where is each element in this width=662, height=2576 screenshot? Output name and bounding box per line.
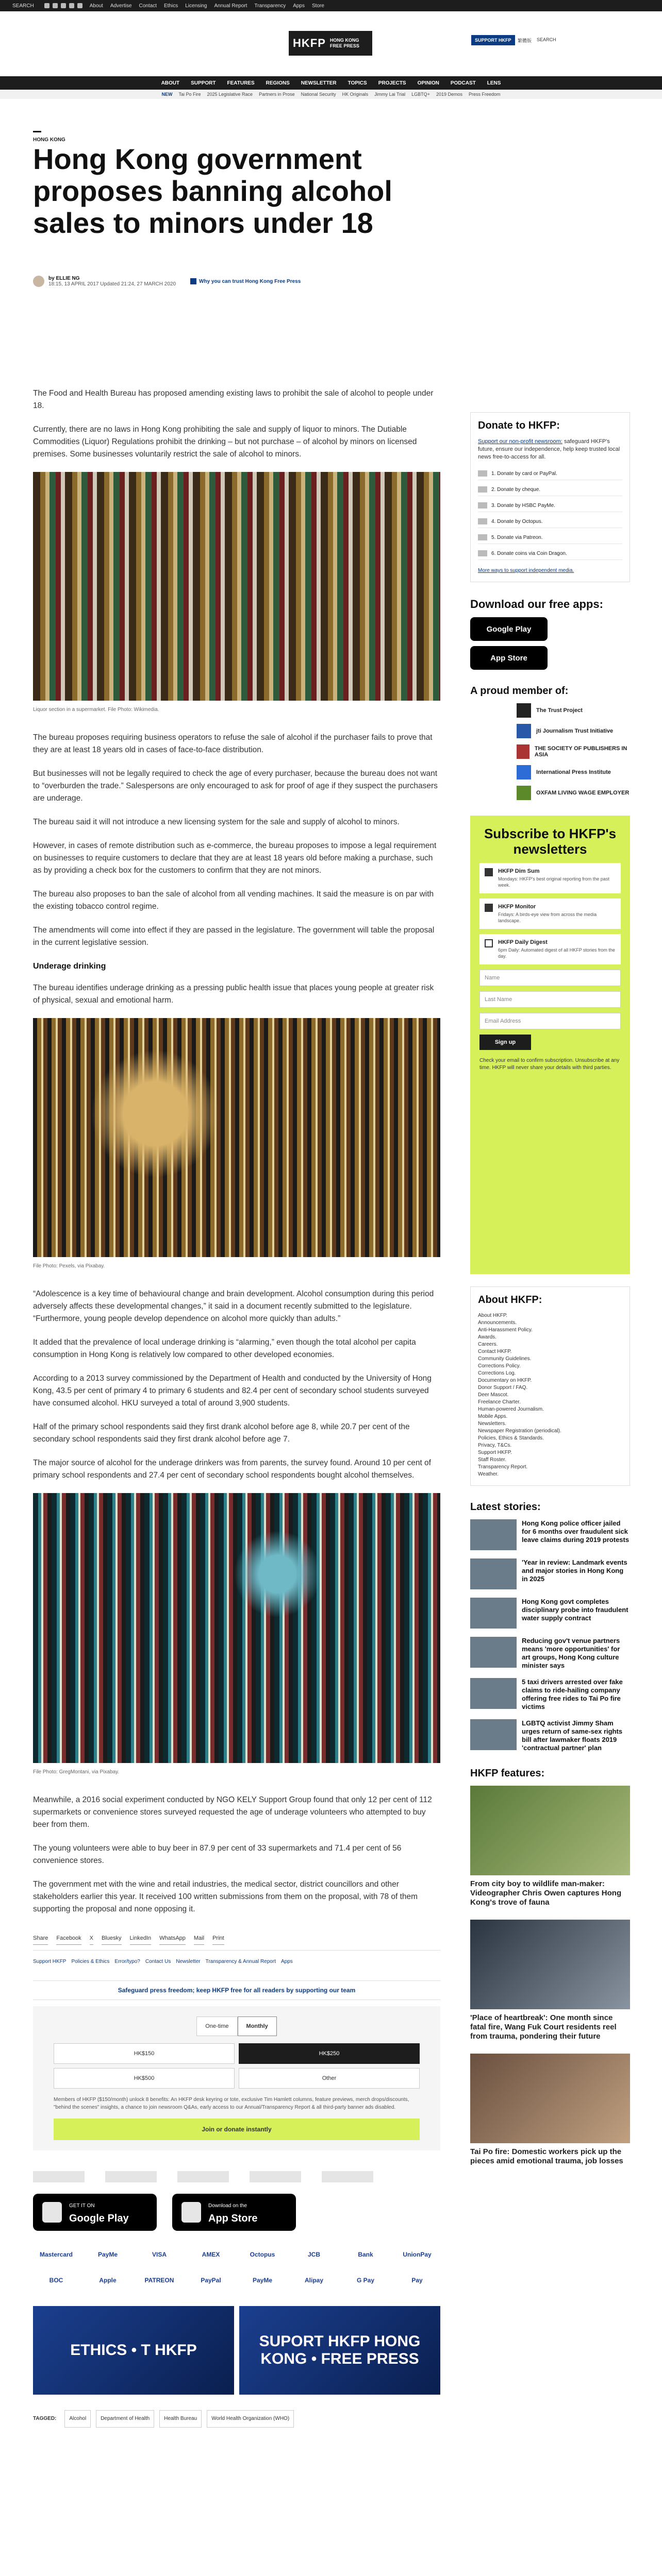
about-link[interactable]: Mobile Apps. [478, 1414, 508, 1419]
tags-label: TAGGED: [33, 2416, 57, 2421]
feature-image [470, 2054, 630, 2143]
share-mail[interactable]: Mail [194, 1932, 204, 1945]
about-link[interactable]: Announcements. [478, 1320, 517, 1326]
app-store-button[interactable] [172, 2194, 296, 2231]
support-promo[interactable]: SUPORT HKFP HONG KONG • FREE PRESS [239, 2306, 440, 2395]
signup-button[interactable]: Sign up [479, 1035, 531, 1050]
about-link[interactable]: Newsletters. [478, 1421, 507, 1427]
story-title: LGBTQ activist Jimmy Sham urges return of same-sex rights bill after lawmaker floats 2019 'contractual partner' plan [522, 1719, 623, 1752]
nav-features[interactable]: FEATURES [227, 80, 255, 86]
donate-method[interactable] [478, 483, 622, 496]
story-thumbnail [470, 1678, 517, 1709]
feature-item[interactable] [470, 1920, 630, 2041]
patreon-icon [478, 534, 487, 540]
footer-link[interactable]: Newsletter [176, 1959, 201, 1964]
about-link[interactable]: Careers. [478, 1342, 498, 1347]
apps-section [470, 598, 630, 670]
trending-item[interactable]: Partners in Prose [259, 92, 295, 97]
byline [33, 272, 466, 291]
supermarket-liquor-photo [33, 472, 440, 701]
story-item[interactable] [470, 1719, 630, 1752]
share-whatsapp[interactable]: WhatsApp [159, 1932, 186, 1945]
trust-project-logo[interactable] [33, 2171, 85, 2182]
feature-title: 'Place of heartbreak': One month since fatal fire, Wang Fuk Court residents reel from trauma, pondering their future [470, 2013, 617, 2041]
about-links [478, 1312, 622, 1478]
story-title: 5 taxi drivers arrested over fake claims to ride-hailing company offering free rides to Tai Po fire victims [522, 1678, 623, 1710]
footer-link[interactable]: Contact Us [145, 1959, 171, 1964]
donate-method[interactable] [478, 547, 622, 560]
paragraph: The bureau also proposes to ban the sale of alcohol from all vending machines. It said the measure is on par with the existing tobacco control regime. [33, 890, 434, 911]
topbar-advertise[interactable]: Advertise [110, 3, 132, 9]
main-nav [0, 76, 662, 90]
oxfam-logo[interactable] [322, 2171, 373, 2182]
feature-title: Tai Po fire: Domestic workers pick up the pieces amid emotional trauma, job losses [470, 2147, 623, 2165]
about-link[interactable]: Transparency Report. [478, 1464, 528, 1470]
story-thumbnail [470, 1598, 517, 1629]
share-label: Share [33, 1932, 48, 1945]
method-label: 6. Donate coins via Coin Dragon. [491, 550, 567, 556]
about-link[interactable]: Corrections Log. [478, 1370, 516, 1376]
payment-logo: Mastercard [39, 2251, 73, 2258]
amount-option[interactable]: HK$500 [54, 2068, 235, 2089]
about-link[interactable]: Weather. [478, 1471, 499, 1477]
app-store-row [33, 2194, 440, 2231]
story-title: Reducing gov't venue partners means 'more opportunities' for art groups, Hong Kong culture minister says [522, 1637, 620, 1669]
footer-link[interactable]: Policies & Ethics [71, 1959, 110, 1964]
author-name[interactable]: by ELLIE NG [48, 276, 80, 281]
member-org[interactable] [517, 703, 630, 718]
footer-link[interactable]: Support HKFP [33, 1959, 67, 1964]
nav-opinion[interactable]: OPINION [417, 80, 439, 86]
ipi-logo[interactable] [250, 2171, 301, 2182]
sopa-icon [517, 744, 529, 759]
member-org[interactable] [517, 744, 630, 759]
paragraph: According to a 2013 survey commissioned by the Department of Health and conducted by the University of Hong Kong, 43.5 per cent of primary 4 to primary 6 students and 82.4 per cent of secondary school students surveyed have consumed alcohol. HKU surveyed a total of around 3,900 students. [33, 1374, 432, 1408]
checkbox-checked[interactable] [485, 904, 493, 912]
donate-method[interactable] [478, 515, 622, 528]
amount-option[interactable]: HK$150 [54, 2043, 235, 2064]
share-x[interactable]: X [90, 1932, 93, 1945]
about-link[interactable]: Awards. [478, 1334, 496, 1340]
story-item[interactable] [470, 1678, 630, 1711]
paragraph: The Food and Health Bureau has proposed amending existing laws to prohibit the sale of alcohol to people under 18. [33, 389, 434, 410]
trending-item[interactable]: 2025 Legislative Race [207, 92, 253, 97]
nav-podcast[interactable]: PODCAST [450, 80, 476, 86]
promo-banners [33, 2306, 440, 2395]
story-item[interactable] [470, 1598, 630, 1629]
why-trust-link[interactable] [190, 278, 301, 284]
method-label: 2. Donate by cheque. [491, 486, 541, 493]
search-button[interactable]: SEARCH [537, 37, 556, 42]
membership-note: Members of HKFP ($150/month) unlock 8 benefits: An HKFP desk keyring or tote, exclusive Tim Hamlett columns, feature previews, merch drops/discounts, "behind the scenes" insights, a chance to join newsroom Q&As, early access to our Annual/Transparency Report & all third-party banner ads disabled. [54, 2097, 409, 2110]
trending-item[interactable]: Tai Po Fire [178, 92, 201, 97]
tab-monthly[interactable]: Monthly [238, 2016, 277, 2036]
section-subheading: Underage drinking [33, 962, 106, 971]
donate-method[interactable] [478, 467, 622, 480]
org-name: THE SOCIETY OF PUBLISHERS IN ASIA [534, 745, 627, 758]
org-name: jti Journalism Trust Initiative [536, 728, 614, 734]
last-name-field[interactable]: Last Name [479, 991, 621, 1008]
story-item[interactable] [470, 1637, 630, 1670]
apps-title: Download our free apps: [470, 598, 603, 611]
payment-logo: JCB [307, 2251, 320, 2258]
nav-topics[interactable]: TOPICS [347, 80, 367, 86]
instagram-icon[interactable] [61, 3, 66, 8]
payment-logo: AMEX [202, 2251, 220, 2258]
trending-bar [0, 90, 662, 99]
lang-switch[interactable]: 繁體版 [518, 38, 532, 43]
about-link[interactable]: Policies, Ethics & Standards. [478, 1435, 544, 1441]
paragraph: The young volunteers were able to buy beer in 87.9 per cent of 33 supermarkets and 71.4 per cent of 56 convenience stores. [33, 1844, 402, 1865]
payment-logo: PATREON [144, 2277, 174, 2284]
features-title: HKFP features: [470, 1768, 545, 1779]
bar-shelves-photo [33, 1018, 440, 1257]
topbar-apps[interactable]: Apps [293, 3, 305, 9]
newsletter-title: Subscribe to HKFP's newsletters [484, 826, 617, 857]
about-link[interactable]: Newspaper Registration (periodical). [478, 1428, 561, 1434]
store-big: Google Play [69, 2213, 129, 2224]
paragraph: The bureau said it will not introduce a new licensing system for the sale and supply of alcohol to minors. [33, 818, 400, 826]
paragraph: The bureau identifies underage drinking as a pressing public health issue that places young people at greater risk of physical, sexual and emotional harm. [33, 984, 434, 1005]
nav-support[interactable]: SUPPORT [191, 80, 216, 86]
latest-stories [470, 1501, 630, 1752]
publish-dates: 18:15, 13 APRIL 2017 Updated 21:24, 27 MARCH 2020 [48, 281, 176, 287]
member-org[interactable] [517, 724, 630, 738]
footer-link[interactable]: Transparency & Annual Report [205, 1959, 276, 1964]
member-section [470, 685, 630, 800]
about-section [470, 1286, 630, 1486]
checkbox-checked[interactable] [485, 868, 493, 876]
about-title: About HKFP: [478, 1294, 542, 1306]
payment-logo: Apple [99, 2277, 117, 2284]
payment-logo: Pay [411, 2277, 423, 2284]
paragraph: It added that the prevalence of local underage drinking is “alarming,” even though the total alcohol per capita consumption in Hong Kong is relatively low compared to other developed economies. [33, 1338, 416, 1359]
why-trust-text: Why you can trust Hong Kong Free Press [199, 278, 301, 284]
footer-link[interactable]: Apps [280, 1959, 293, 1964]
newsletter-desc: 6pm Daily: Automated digest of all HKFP stories from the day. [498, 947, 615, 959]
sidebar [470, 412, 630, 2178]
about-link[interactable]: Contact HKFP. [478, 1349, 512, 1354]
paragraph: Currently, there are no laws in Hong Kong prohibiting the sale and supply of liquor to minors. The Dutiable Commodities (Liquor) Regulations prohibit the drinking – but not purchase – of alcohol by minors on licensed premises. Some businesses voluntarily restrict the sale of alcohol to minors. [33, 425, 417, 459]
tag-list [33, 2410, 440, 2428]
story-thumbnail [470, 1519, 517, 1550]
payme-icon [478, 502, 487, 509]
trending-item[interactable]: HK Originals [342, 92, 369, 97]
checkbox[interactable] [485, 939, 493, 947]
share-print[interactable]: Print [212, 1932, 224, 1945]
about-link[interactable]: Corrections Policy. [478, 1363, 521, 1369]
nav-newsletter[interactable]: NEWSLETTER [301, 80, 337, 86]
feature-title: From city boy to wildlife man-maker: Videographer Chris Owen captures Hong Kong's trove of fauna [470, 1879, 622, 1907]
member-logos-row [33, 2171, 440, 2182]
feature-image [470, 1920, 630, 2009]
topbar-contact[interactable]: Contact [139, 3, 157, 9]
photo-caption: File Photo: Pexels, via Pixabay. [33, 1263, 105, 1269]
story-item[interactable] [470, 1558, 630, 1589]
payment-logo: Octopus [250, 2251, 275, 2258]
google-play-icon [42, 2202, 62, 2223]
about-link[interactable]: Deer Mascot. [478, 1392, 509, 1398]
topbar-about[interactable]: About [89, 3, 103, 9]
google-play-button[interactable] [33, 2194, 157, 2231]
figure [33, 472, 440, 716]
trust-project-icon [517, 703, 531, 718]
store-big: App Store [208, 2213, 258, 2224]
join-donate-button[interactable]: Join or donate instantly [54, 2119, 420, 2140]
paragraph: However, in cases of remote distribution such as e-commerce, the bureau proposes to impose a legal requirement on businesses to require customers to declare that they are at least 18 years old before making a purchase, such as by providing a check box for the customers to confirm that they are not minors. [33, 841, 437, 875]
topbar-store[interactable]: Store [312, 3, 324, 9]
sopa-logo[interactable] [177, 2171, 229, 2182]
mail-icon[interactable] [77, 3, 82, 8]
photo-caption: File Photo: GregMontani, via Pixabay. [33, 1769, 120, 1775]
donate-sidebar [470, 412, 630, 582]
trending-item[interactable]: Press Freedom [468, 92, 501, 97]
about-link[interactable]: Staff Roster. [478, 1457, 506, 1463]
more-ways-link[interactable]: More ways to support independent media. [478, 568, 574, 573]
nav-about[interactable]: ABOUT [161, 80, 180, 86]
org-name: International Press Institute [536, 769, 611, 775]
amount-option[interactable]: Other [239, 2068, 420, 2089]
topbar-licensing[interactable]: Licensing [185, 3, 207, 9]
org-name: The Trust Project [536, 707, 583, 714]
paragraph: The major source of alcohol for the underage drinkers was from parents, the survey found. Around 10 per cent of primary school respondents and 27.4 per cent of secondary school respondents bought alcohol themselves. [33, 1459, 431, 1480]
payment-logo: Alipay [304, 2277, 323, 2284]
payment-logo: PayPal [201, 2277, 221, 2284]
support-hkfp-button[interactable]: SUPPORT HKFP [471, 35, 515, 45]
payment-logo: Bank [358, 2251, 373, 2258]
hkfp-logo[interactable] [289, 31, 372, 56]
cheque-icon [478, 486, 487, 493]
donate-banner[interactable]: Safeguard press freedom; keep HKFP free for all readers by supporting our team [33, 1980, 440, 2000]
story-item[interactable] [470, 1519, 630, 1550]
feature-item[interactable] [470, 1786, 630, 1907]
store-small: GET IT ON [69, 2203, 95, 2209]
youtube-icon[interactable] [69, 3, 74, 8]
story-thumbnail [470, 1719, 517, 1750]
trending-item[interactable]: LGBTQ+ [411, 92, 430, 97]
logo-text: HONG KONG FREE PRESS [329, 38, 359, 48]
author-avatar [33, 276, 44, 287]
figure [33, 1018, 440, 1273]
paragraph: Meanwhile, a 2016 social experiment conducted by NGO KELY Support Group found that only 12 per cent of 112 supermarkets or convenience stores surveyed requested the age of underage volunteers who attempted to buy beer from them. [33, 1795, 432, 1829]
paragraph: “Adolescence is a key time of behavioural change and brain development. Alcohol consumption during this period adversely affects these developmental changes,” it said in a document recently submitted to the legislature. “Furthermore, young people develop dependence on alcohol more quickly than adults.” [33, 1290, 434, 1323]
share-bluesky[interactable]: Bluesky [102, 1932, 122, 1945]
nav-projects[interactable]: PROJECTS [378, 80, 406, 86]
tag[interactable]: Department of Health [96, 2410, 154, 2428]
newsletter-option[interactable] [479, 899, 621, 929]
features-section [470, 1768, 630, 2166]
article-body [33, 387, 440, 2428]
amount-option-selected[interactable]: HK$250 [239, 2043, 420, 2064]
ethics-promo[interactable]: ETHICS • T HKFP [33, 2306, 234, 2395]
figure [33, 1493, 440, 1778]
feature-item[interactable] [470, 2054, 630, 2166]
facebook-icon[interactable] [44, 3, 49, 8]
newsletter-desc: Mondays: HKFP's best original reporting from the past week. [498, 876, 609, 888]
method-label: 1. Donate by card or PayPal. [491, 470, 557, 477]
paragraph: The amendments will come into effect if they are passed in the legislature. The government will table the proposal in the current legislative session. [33, 926, 435, 947]
article-footer-links [33, 1956, 440, 1968]
coin-icon [478, 550, 487, 556]
article-headline: Hong Kong government proposes banning alcohol sales to minors under 18 [33, 143, 392, 239]
octopus-icon [478, 518, 487, 524]
oxfam-icon [517, 786, 531, 800]
member-title: A proud member of: [470, 685, 569, 697]
tag[interactable]: World Health Organization (WHO) [207, 2410, 294, 2428]
payment-methods [33, 2244, 440, 2291]
donate-method[interactable] [478, 531, 622, 544]
paragraph: The bureau proposes requiring business operators to refuse the sale of alcohol if the purchaser fails to prove that they are at least 18 years old in cases of face-to-face distribution. [33, 733, 433, 754]
newsletter-name: HKFP Monitor [498, 904, 536, 910]
google-play-badge[interactable]: Google Play [470, 617, 548, 641]
about-link[interactable]: About HKFP. [478, 1313, 508, 1318]
app-store-badge[interactable]: App Store [470, 646, 548, 670]
newsletter-name: HKFP Dim Sum [498, 868, 540, 874]
paragraph: But businesses will not be legally required to check the age of every purchaser, because the bureau does not want to “overburden the trade.” Salespersons are only encouraged to ask for proof of age if they suspect the purchasers are underage. [33, 769, 438, 803]
kicker-rule [33, 131, 41, 132]
logo-mark: HKFP [293, 37, 326, 49]
about-link[interactable]: Anti-Harassment Policy. [478, 1327, 533, 1333]
member-org[interactable] [517, 765, 630, 779]
about-link[interactable]: Community Guidelines. [478, 1356, 532, 1362]
about-link[interactable]: Support HKFP. [478, 1450, 512, 1455]
story-title: Hong Kong police officer jailed for 6 months over fraudulent sick leave claims during 2019 protests [522, 1519, 630, 1544]
jti-logo[interactable] [105, 2171, 157, 2182]
nonprofit-link[interactable]: Support our non-profit newsroom: [478, 438, 562, 445]
newsletter-note: Check your email to confirm subscription. Unsubscribe at any time. HKFP will never share your details with third parties. [479, 1058, 620, 1071]
payment-logo: PayMe [252, 2277, 273, 2284]
trending-item[interactable]: National Security [301, 92, 336, 97]
name-field[interactable]: Name [479, 970, 621, 986]
tab-one-time[interactable]: One-time [196, 2016, 237, 2036]
search-link[interactable]: SEARCH [12, 3, 34, 9]
topbar-transparency[interactable]: Transparency [254, 3, 286, 9]
new-label: NEW [161, 92, 173, 97]
latest-title: Latest stories: [470, 1501, 541, 1513]
method-label: 5. Donate via Patreon. [491, 534, 543, 540]
jti-icon [517, 724, 531, 738]
topbar-ethics[interactable]: Ethics [163, 3, 178, 9]
donate-method[interactable] [478, 499, 622, 512]
about-link[interactable]: Documentary on HKFP. [478, 1378, 532, 1383]
card-icon [478, 470, 487, 477]
payment-logo: G Pay [356, 2277, 375, 2284]
story-thumbnail [470, 1637, 517, 1668]
apple-icon [181, 2202, 201, 2223]
story-title: Hong Kong govt completes disciplinary probe into fraudulent water supply contract [522, 1598, 628, 1622]
newsletter-signup [470, 816, 630, 1274]
ipi-icon [517, 765, 531, 779]
bottles-photo [33, 1493, 440, 1763]
about-link[interactable]: Privacy, T&Cs. [478, 1443, 512, 1448]
photo-caption: Liquor section in a supermarket. File Photo: Wikimedia. [33, 707, 159, 713]
newsletter-name: HKFP Daily Digest [498, 939, 548, 945]
paragraph: The government met with the wine and retail industries, the medical sector, district councillors and other stakeholders earlier this year. It received 100 written submissions from them on the proposal, with 78 of them supporting the proposal and none opposing it. [33, 1880, 418, 1913]
newsletter-option[interactable] [479, 934, 621, 964]
social-icons [44, 3, 82, 8]
top-utility-bar [0, 0, 662, 11]
about-link[interactable]: Human-powered Journalism. [478, 1406, 544, 1412]
nav-regions[interactable]: REGIONS [266, 80, 290, 86]
member-org[interactable] [517, 786, 630, 800]
story-title: 'Year in review: Landmark events and major stories in Hong Kong in 2025 [522, 1558, 627, 1583]
email-field[interactable]: Email Address [479, 1013, 621, 1029]
share-linkedin[interactable]: LinkedIn [130, 1932, 152, 1945]
payment-logo: BOC [49, 2277, 63, 2284]
footer-link[interactable]: Error/typo? [114, 1959, 140, 1964]
donate-widget [33, 2006, 440, 2150]
tag[interactable]: Health Bureau [159, 2410, 202, 2428]
newsletter-desc: Fridays: A birds-eye view from across the media landscape. [498, 912, 597, 923]
tag[interactable]: Alcohol [64, 2410, 91, 2428]
paragraph: Half of the primary school respondents said they first drank alcohol before age 8, while 20.7 per cent of the secondary school respondents said they first drank alcohol before age 7. [33, 1422, 410, 1444]
trust-icon [190, 278, 196, 284]
article-kicker[interactable]: HONG KONG [33, 137, 65, 143]
payment-logo: UnionPay [403, 2251, 432, 2258]
masthead [0, 31, 662, 76]
newsletter-option[interactable] [479, 863, 621, 893]
method-label: 4. Donate by Octopus. [491, 518, 543, 524]
share-facebook[interactable]: Facebook [56, 1932, 81, 1945]
method-label: 3. Donate by HSBC PayMe. [491, 502, 555, 509]
feature-image [470, 1786, 630, 1875]
share-bar [33, 1927, 440, 1951]
org-name: OXFAM LIVING WAGE EMPLOYER [536, 790, 630, 796]
story-thumbnail [470, 1558, 517, 1589]
store-small: Download on the [208, 2203, 247, 2209]
donate-text: safeguard HKFP's future, ensure our independence, help keep trusted local news free-to-access for all. [478, 438, 620, 460]
payment-logo: PayMe [97, 2251, 118, 2258]
donate-title: Donate to HKFP: [478, 420, 560, 431]
trending-item[interactable]: Jimmy Lai Trial [374, 92, 406, 97]
x-icon[interactable] [53, 3, 58, 8]
about-link[interactable]: Donor Support / FAQ. [478, 1385, 528, 1391]
about-link[interactable]: Freelance Charter. [478, 1399, 521, 1405]
nav-lens[interactable]: LENS [487, 80, 501, 86]
topbar-annual-report[interactable]: Annual Report [214, 3, 247, 9]
payment-logo: VISA [152, 2251, 167, 2258]
trending-item[interactable]: 2019 Demos [436, 92, 462, 97]
